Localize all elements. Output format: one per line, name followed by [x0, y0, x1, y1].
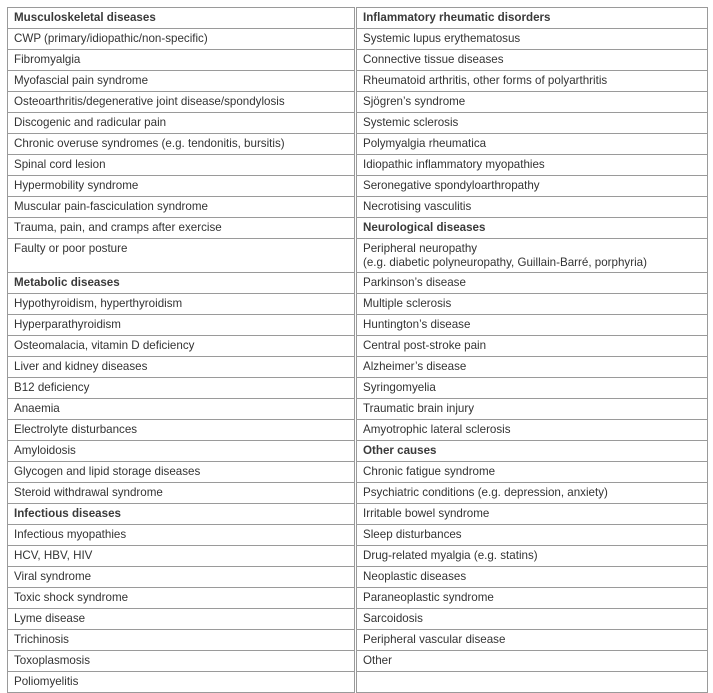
table-cell: Neoplastic diseases	[356, 567, 708, 588]
table-row	[8, 8, 708, 29]
table-row	[8, 567, 708, 588]
table-cell: Systemic lupus erythematosus	[356, 29, 708, 50]
category-heading: Other causes	[356, 441, 708, 462]
table-cell: Infectious myopathies	[8, 525, 356, 546]
table-cell: Irritable bowel syndrome	[356, 504, 708, 525]
table-cell: Liver and kidney diseases	[8, 357, 356, 378]
table-cell: Central post-stroke pain	[356, 336, 708, 357]
table-cell: Faulty or poor posture	[8, 239, 356, 273]
table-row	[8, 420, 708, 441]
table-cell: Idiopathic inflammatory myopathies	[356, 155, 708, 176]
table-cell: Anaemia	[8, 399, 356, 420]
table-cell: Myofascial pain syndrome	[8, 71, 356, 92]
category-heading: Musculoskeletal diseases	[8, 8, 356, 29]
table-cell: Systemic sclerosis	[356, 113, 708, 134]
table-row	[8, 134, 708, 155]
table-cell: Hypothyroidism, hyperthyroidism	[8, 294, 356, 315]
table-row	[8, 336, 708, 357]
table-row	[8, 273, 708, 294]
table-cell	[356, 672, 708, 693]
cell-line-detail: (e.g. diabetic polyneuropathy, Guillain-Barré, porphyria)	[363, 256, 647, 270]
table-cell: Traumatic brain injury	[356, 399, 708, 420]
table-row	[8, 218, 708, 239]
table-row	[8, 651, 708, 672]
table-cell: Alzheimer’s disease	[356, 357, 708, 378]
table-row	[8, 378, 708, 399]
table-cell: HCV, HBV, HIV	[8, 546, 356, 567]
table-cell: Fibromyalgia	[8, 50, 356, 71]
table-cell: Multiple sclerosis	[356, 294, 708, 315]
differential-diagnosis-table	[7, 7, 708, 693]
table-cell: Other	[356, 651, 708, 672]
category-heading: Metabolic diseases	[8, 273, 356, 294]
table-row	[8, 155, 708, 176]
table-cell: Syringomyelia	[356, 378, 708, 399]
table-row	[8, 672, 708, 693]
table-cell: Necrotising vasculitis	[356, 197, 708, 218]
table-row	[8, 294, 708, 315]
table-row	[8, 113, 708, 134]
table-cell: Osteoarthritis/degenerative joint disease/spondylosis	[8, 92, 356, 113]
table-cell: Psychiatric conditions (e.g. depression, anxiety)	[356, 483, 708, 504]
table-row	[8, 609, 708, 630]
category-heading: Infectious diseases	[8, 504, 356, 525]
table-cell: Sjögren’s syndrome	[356, 92, 708, 113]
table-row	[8, 525, 708, 546]
table-row	[8, 197, 708, 218]
table-cell: Discogenic and radicular pain	[8, 113, 356, 134]
table-cell: Connective tissue diseases	[356, 50, 708, 71]
table-row	[8, 399, 708, 420]
table-cell	[356, 239, 708, 273]
table-row	[8, 462, 708, 483]
table-row	[8, 588, 708, 609]
table-cell: Paraneoplastic syndrome	[356, 588, 708, 609]
table-cell: Sleep disturbances	[356, 525, 708, 546]
table-row	[8, 357, 708, 378]
table-cell: Trichinosis	[8, 630, 356, 651]
table-cell: Lyme disease	[8, 609, 356, 630]
table-cell: Rheumatoid arthritis, other forms of polyarthritis	[356, 71, 708, 92]
table-cell: Sarcoidosis	[356, 609, 708, 630]
table-cell: Poliomyelitis	[8, 672, 356, 693]
table-row	[8, 441, 708, 462]
table-cell: Huntington’s disease	[356, 315, 708, 336]
table-cell: Spinal cord lesion	[8, 155, 356, 176]
table-row	[8, 239, 708, 273]
cell-line: Peripheral neuropathy	[363, 242, 478, 255]
table-cell: Amyotrophic lateral sclerosis	[356, 420, 708, 441]
table-cell: B12 deficiency	[8, 378, 356, 399]
table-cell: Steroid withdrawal syndrome	[8, 483, 356, 504]
table-cell: Chronic fatigue syndrome	[356, 462, 708, 483]
table-cell: Hypermobility syndrome	[8, 176, 356, 197]
table-cell: Hyperparathyroidism	[8, 315, 356, 336]
table-cell: Osteomalacia, vitamin D deficiency	[8, 336, 356, 357]
category-heading: Inflammatory rheumatic disorders	[356, 8, 708, 29]
table-cell: Drug-related myalgia (e.g. statins)	[356, 546, 708, 567]
table-cell: Parkinson’s disease	[356, 273, 708, 294]
table-cell: Electrolyte disturbances	[8, 420, 356, 441]
table-cell: Chronic overuse syndromes (e.g. tendonitis, bursitis)	[8, 134, 356, 155]
table-cell: Amyloidosis	[8, 441, 356, 462]
table-row	[8, 504, 708, 525]
table-cell: Polymyalgia rheumatica	[356, 134, 708, 155]
table-cell: Toxic shock syndrome	[8, 588, 356, 609]
table-row	[8, 315, 708, 336]
table-row	[8, 50, 708, 71]
table-row	[8, 92, 708, 113]
table-row	[8, 176, 708, 197]
table-row	[8, 483, 708, 504]
table-row	[8, 71, 708, 92]
table-cell: Glycogen and lipid storage diseases	[8, 462, 356, 483]
table-cell: Seronegative spondyloarthropathy	[356, 176, 708, 197]
table-row	[8, 630, 708, 651]
table-cell: Peripheral vascular disease	[356, 630, 708, 651]
table-cell: Toxoplasmosis	[8, 651, 356, 672]
table-cell: CWP (primary/idiopathic/non-specific)	[8, 29, 356, 50]
table-row	[8, 546, 708, 567]
table-cell: Viral syndrome	[8, 567, 356, 588]
category-heading: Neurological diseases	[356, 218, 708, 239]
table-cell: Trauma, pain, and cramps after exercise	[8, 218, 356, 239]
table-row	[8, 29, 708, 50]
table-cell: Muscular pain-fasciculation syndrome	[8, 197, 356, 218]
